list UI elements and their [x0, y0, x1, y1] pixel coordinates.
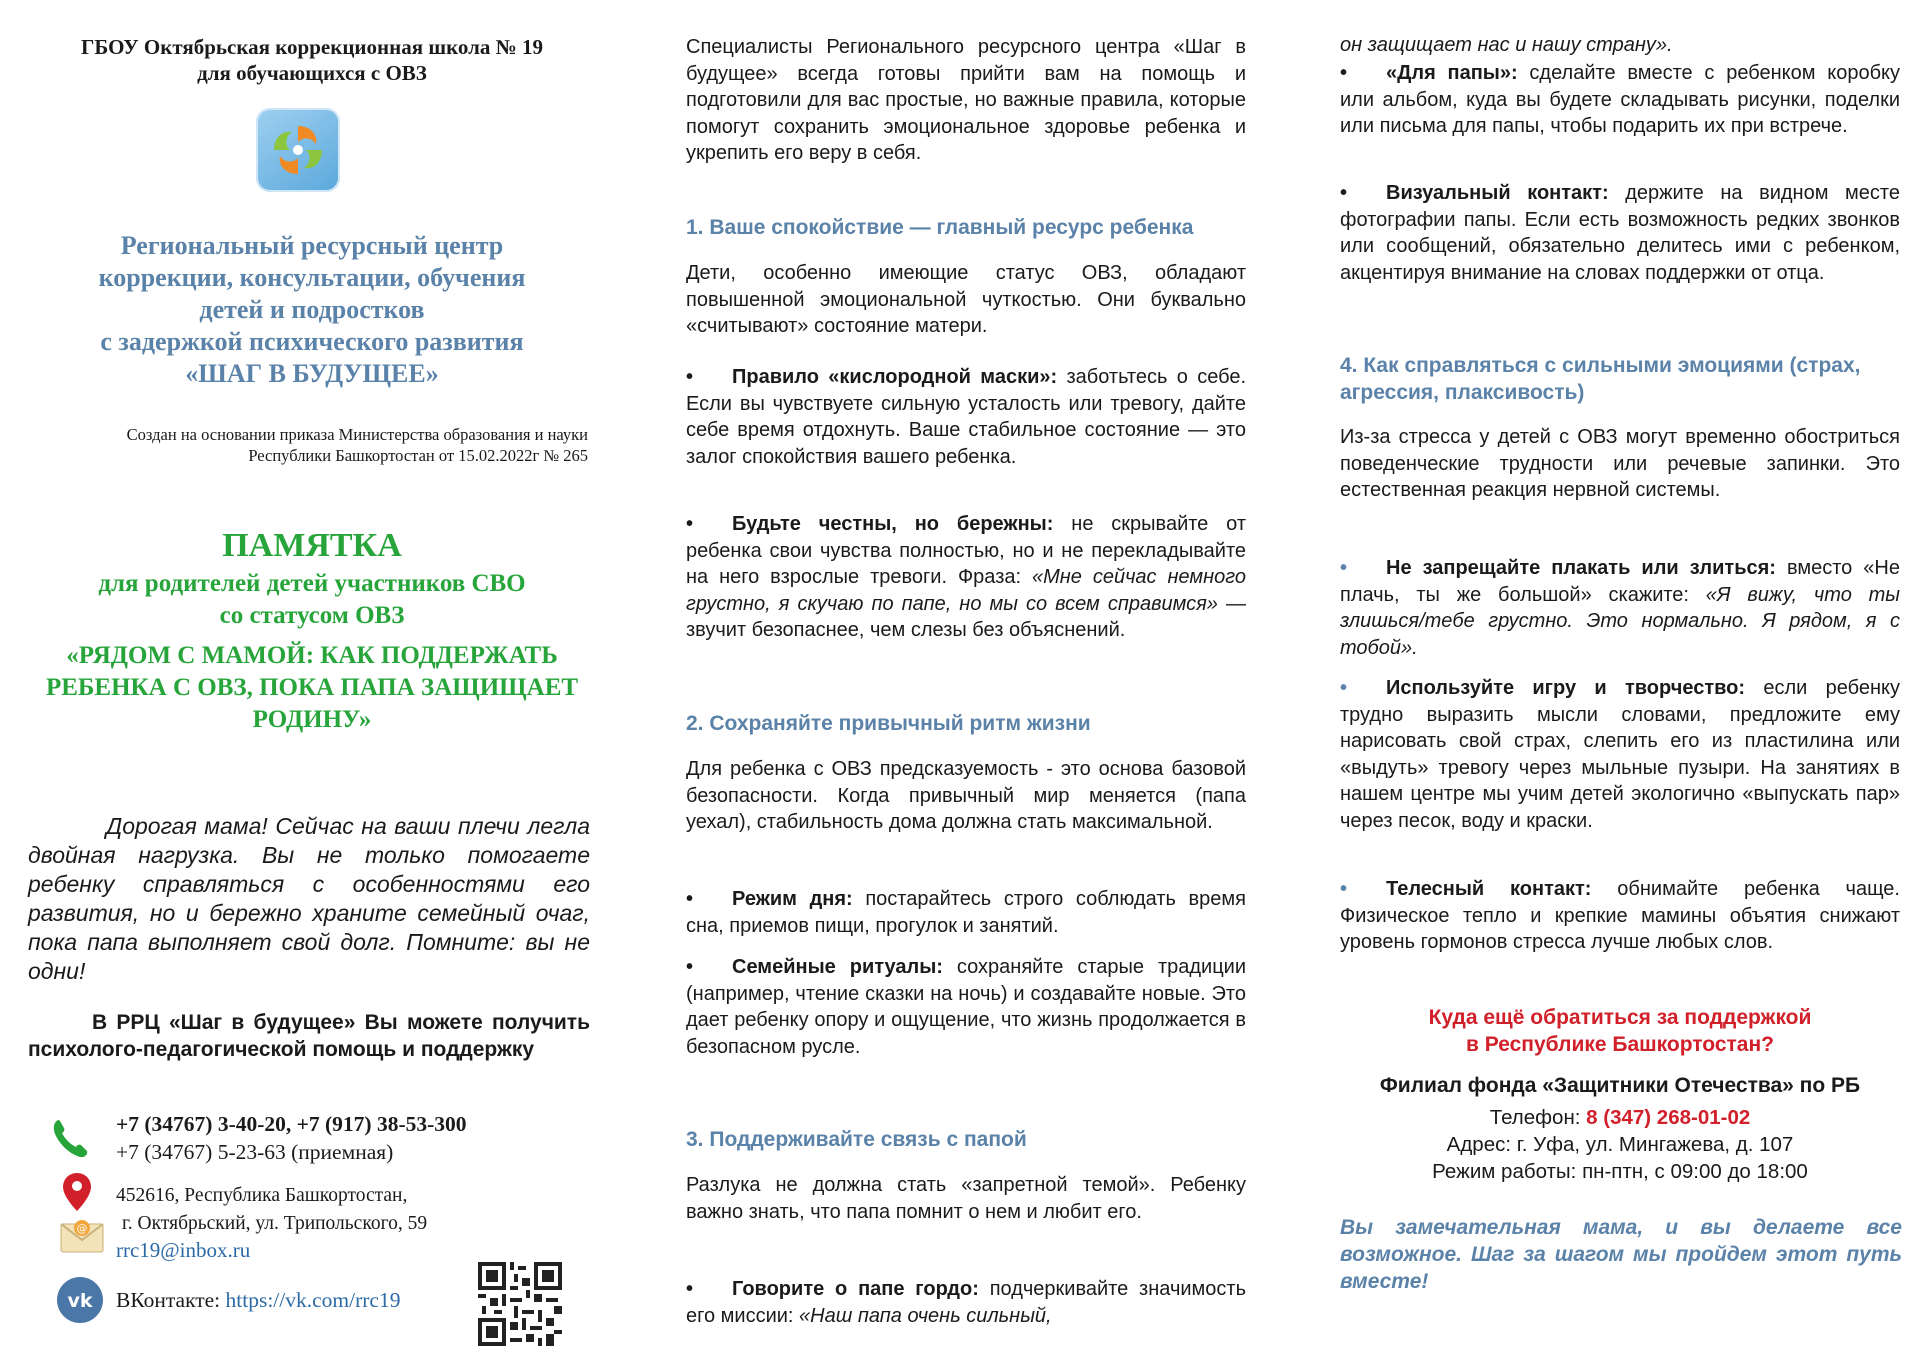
address-line-1: 452616, Республика Башкортостан,: [116, 1185, 408, 1206]
fund-phone: Телефон: 8 (347) 268-01-02: [1489, 1106, 1751, 1129]
logo-icon: [256, 108, 340, 192]
bullet-play-creativity: • Используйте игру и творчество: если ребенку трудно выразить мысли словами, предложите ему нарисовать свой страх, слепить его из пластилина или «выдуть» тревогу через мыльные пузыри. На занятиях в нашем центре мы учим детей экологично «выпускать пар» через песок, воду и краски.: [1340, 677, 1900, 832]
bullet-speak-proudly: • Говорите о папе гордо: подчеркивайте значимость его миссии: «Наш папа очень сильный,: [686, 1278, 1246, 1327]
section-2-heading: 2. Сохраняйте привычный ритм жизни: [686, 712, 1091, 735]
address-line-2: г. Октябрьский, ул. Трипольского, 59: [122, 1213, 428, 1234]
where-to-turn-heading: Куда ещё обратиться за поддержкой в Республике Башкортостан?: [1428, 1006, 1812, 1056]
email-link[interactable]: rrc19@inbox.ru: [116, 1238, 251, 1262]
fund-address: Адрес: г. Уфа, ул. Мингажева, д. 107: [1446, 1133, 1794, 1156]
center-name: Региональный ресурсный центр коррекции, консультации, обучения детей и подростков с задержкой психического развития «ШАГ В БУДУЩЕЕ»: [98, 231, 526, 388]
bullet-oxygen-mask: • Правило «кислородной маски»: заботьтесь о себе. Если вы чувствуете сильную усталость или тревогу, дайте себе время отдохнуть. Ваше стабильное состояние — это залог спокойствия вашего ребенка.: [686, 366, 1247, 468]
bullet-visual-contact: • Визуальный контакт: держите на видном месте фотографии папы. Если есть возможность редких звонков или сообщений, обязательно делитесь ими с ребенком, акцентируя внимание на словах поддержки от отца.: [1340, 182, 1900, 284]
section-4-text: Из-за стресса у детей с ОВЗ могут временно обостриться поведенческие трудности или речевые запинки. Это естественная реакция нервной системы.: [1340, 426, 1900, 501]
rrc-help-text: В РРЦ «Шаг в будущее» Вы можете получить психолого-педагогической помощь и поддержку: [28, 1011, 590, 1061]
svg-text:vk: vk: [67, 1290, 93, 1312]
section-1-text: Дети, особенно имеющие статус ОВЗ, обладают повышенной эмоциональной чуткостью. Они буквально «считывают» состояние матери.: [686, 262, 1246, 337]
phone-numbers: +7 (34767) 3-40-20, +7 (917) 38-53-300: [116, 1112, 467, 1136]
section-4-heading: 4. Как справляться с сильными эмоциями (страх, агрессия, плаксивость): [1340, 354, 1861, 404]
vk-text: ВКонтакте: https://vk.com/rrc19: [116, 1288, 401, 1312]
fund-name: Филиал фонда «Защитники Отечества» по РБ: [1379, 1074, 1861, 1097]
intro-text: Специалисты Регионального ресурсного центра «Шаг в будущее» всегда готовы прийти вам на помощь и подготовили для вас простые, но важные правила, которые помогут сохранить эмоциональное здоровье ребенка и укрепить его веру в себя.: [686, 36, 1246, 164]
memo-title: ПАМЯТКА: [222, 527, 402, 564]
section-2-text: Для ребенка с ОВЗ предсказуемость - это основа базовой безопасности. Когда привычный мир меняется (папа уехал), стабильность дома должна стать максимальной.: [686, 758, 1246, 833]
qr-code-icon: [478, 1262, 562, 1346]
bullet-be-honest: • Будьте честны, но бережны: не скрывайте от ребенка свои чувства полностью, но и не перекладывайте на него взрослые тревоги. Фраза: «Мне сейчас немного грустно, я скучаю по папе, но мы со всем справимся» — звучит безопаснее, чем слезы без объяснений.: [686, 513, 1247, 641]
middle-column: [686, 0, 1246, 1358]
memo-subtitle: для родителей детей участников СВО со статусом ОВЗ: [98, 570, 526, 629]
right-column: [1340, 0, 1900, 1358]
bullet-daily-routine: • Режим дня: постарайтесь строго соблюдать время сна, приемов пищи, прогулок и занятий.: [686, 888, 1246, 937]
vk-link[interactable]: https://vk.com/rrc19: [225, 1288, 401, 1312]
decree-note: Создан на основании приказа Министерства образования и науки Республики Башкортостан от 15.02.2022г № 265: [126, 425, 588, 465]
section-3-heading: 3. Поддерживайте связь с папой: [686, 1128, 1027, 1151]
section-3-text: Разлука не должна стать «запретной темой». Ребенку важно знать, что папа помнит о нем и любит его.: [686, 1174, 1246, 1223]
vk-icon: [56, 1276, 104, 1329]
bullet-allow-crying: • Не запрещайте плакать или злиться: вместо «Не плачь, ты же большой» скажите: «Я вижу, что ты злишься/тебе грустно. Это нормально. Я рядом, я с тобой».: [1340, 557, 1900, 659]
left-column: [28, 0, 596, 1358]
bullet-for-dad: • «Для папы»: сделайте вместе с ребенком коробку или альбом, куда вы будете складывать рисунки, поделки или письма для папы, чтобы подарить их при встрече.: [1340, 62, 1900, 137]
fund-hours: Режим работы: пн-птн, с 09:00 до 18:00: [1432, 1160, 1808, 1183]
email-icon: [60, 1218, 104, 1259]
svg-text:@: @: [76, 1222, 88, 1235]
greeting-text: Дорогая мама! Сейчас на ваши плечи легла двойная нагрузка. Вы не только помогаете ребенку справляться с особенностями его развития, но и бережно храните семейный очаг, пока папа выполняет свой долг. Помните: вы не одни!: [28, 813, 590, 984]
reception-phone: +7 (34767) 5-23-63 (приемная): [116, 1140, 394, 1164]
closing-text: Вы замечательная мама, и вы делаете все возможное. Шаг за шагом мы пройдем этот путь вместе!: [1340, 1216, 1902, 1293]
bullet-body-contact: • Телесный контакт: обнимайте ребенка чаще. Физическое тепло и крепкие мамины объятия снижают уровень гормонов стресса лучше любых слов.: [1340, 878, 1900, 953]
memo-main-title: «РЯДОМ С МАМОЙ: КАК ПОДДЕРЖАТЬ РЕБЕНКА С ОВЗ, ПОКА ПАПА ЗАЩИЩАЕТ РОДИНУ»: [45, 642, 579, 733]
phone-icon: [50, 1116, 90, 1165]
bullet-family-rituals: • Семейные ритуалы: сохраняйте старые традиции (например, чтение сказки на ночь) и создавайте новые. Это дает ребенку опору и ощущение, что жизнь продолжается в безопасном русле.: [686, 956, 1247, 1058]
school-name: ГБОУ Октябрьская коррекционная школа № 19 для обучающихся с ОВЗ: [80, 35, 544, 85]
phone-contact: [28, 1108, 596, 1168]
section-1-heading: 1. Ваше спокойствие — главный ресурс ребенка: [686, 216, 1194, 239]
email-contact: [28, 1210, 596, 1270]
continued-quote: он защищает нас и нашу страну».: [1340, 34, 1673, 56]
